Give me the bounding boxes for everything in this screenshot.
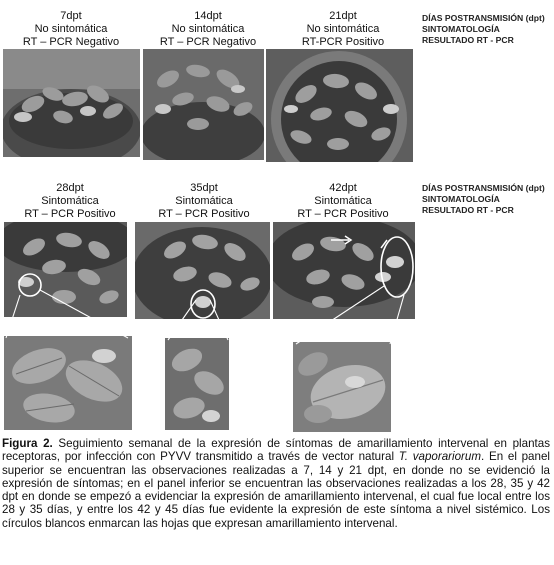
panel-label-42dpt <box>278 182 408 221</box>
plant-photo-42dpt <box>273 222 415 319</box>
symptom-label: Sintomática <box>41 195 99 207</box>
figure-label: Figura 2. <box>2 437 53 450</box>
plant-image <box>266 49 413 162</box>
pcr-result-label: RT-PCR Positivo <box>301 36 385 48</box>
legend-symptom: SINTOMATOLOGÍA <box>422 24 500 34</box>
plant-photo-14dpt <box>143 49 264 160</box>
caption-text-2: . En el panel superior se encuentran las observaciones realizadas a 7, 14 y 21 dpt, en donde no se evidenció la expresión de síntomas; en el panel inferior se encuentran las observaciones realizadas a los 28, 35 y 42 dpt en donde se empezó a evidenciar la expresión de amarillamiento intervenal, el cual fue local entre los 28 y 35 días, y entre los 42 y 45 días fue evidente la expresión de este síntoma a nivel sistémico. Los círculos blancos enmarcan las hojas que expresan amarillamiento intervenal. <box>2 450 550 530</box>
legend-dpt: DÍAS POSTRANSMISIÓN (dpt) <box>422 13 545 23</box>
figure-caption <box>2 437 550 530</box>
leaf-closeup-image <box>4 336 132 430</box>
species-name: T. vaporariorum <box>398 450 482 464</box>
plant-photo-7dpt <box>3 49 140 157</box>
legend-bottom <box>422 183 545 216</box>
caption-text-1: Seguimiento semanal de la expresión de síntomas de amarillamiento intervenal en plantas receptoras, por infección con PYVV transmitido a través de vector natural <box>2 437 550 464</box>
plant-photo-28dpt-zoom <box>4 336 132 430</box>
plant-photo-35dpt <box>135 222 270 319</box>
plant-photo-28dpt <box>4 222 127 317</box>
panel-label-28dpt <box>10 182 130 221</box>
plant-photo-42dpt-zoom <box>293 342 391 432</box>
legend-dpt: DÍAS POSTRANSMISIÓN (dpt) <box>422 183 545 193</box>
symptom-label: No sintomática <box>34 23 108 35</box>
legend-top <box>422 13 545 46</box>
legend-result: RESULTADO RT - PCR <box>422 205 514 215</box>
plant-image <box>135 222 270 319</box>
panel-label-21dpt <box>278 10 408 49</box>
dpt-label: 28dpt <box>56 182 84 194</box>
plant-image <box>3 49 140 157</box>
dpt-label: 42dpt <box>329 182 357 194</box>
pcr-result-label: RT – PCR Negativo <box>159 36 257 48</box>
panel-label-14dpt <box>143 10 273 49</box>
leaf-closeup-image <box>165 338 229 430</box>
symptom-label: Sintomática <box>314 195 372 207</box>
plant-image <box>4 222 127 317</box>
panel-label-35dpt <box>136 182 272 221</box>
dpt-label: 7dpt <box>60 10 82 22</box>
plant-photo-35dpt-zoom <box>165 338 229 430</box>
legend-result: RESULTADO RT - PCR <box>422 35 514 45</box>
dpt-label: 14dpt <box>194 10 222 22</box>
symptom-label: Sintomática <box>175 195 233 207</box>
symptom-label: No sintomática <box>171 23 245 35</box>
leaf-closeup-image <box>293 342 391 432</box>
pcr-result-label: RT – PCR Positivo <box>158 208 250 220</box>
plant-image <box>273 222 415 319</box>
panel-label-7dpt <box>6 10 136 49</box>
plant-photo-21dpt <box>266 49 413 162</box>
pcr-result-label: RT – PCR Positivo <box>24 208 116 220</box>
pcr-result-label: RT – PCR Negativo <box>22 36 120 48</box>
pcr-result-label: RT – PCR Positivo <box>297 208 389 220</box>
legend-symptom: SINTOMATOLOGÍA <box>422 194 500 204</box>
symptom-label: No sintomática <box>306 23 380 35</box>
plant-image <box>143 49 264 160</box>
dpt-label: 21dpt <box>329 10 357 22</box>
dpt-label: 35dpt <box>190 182 218 194</box>
